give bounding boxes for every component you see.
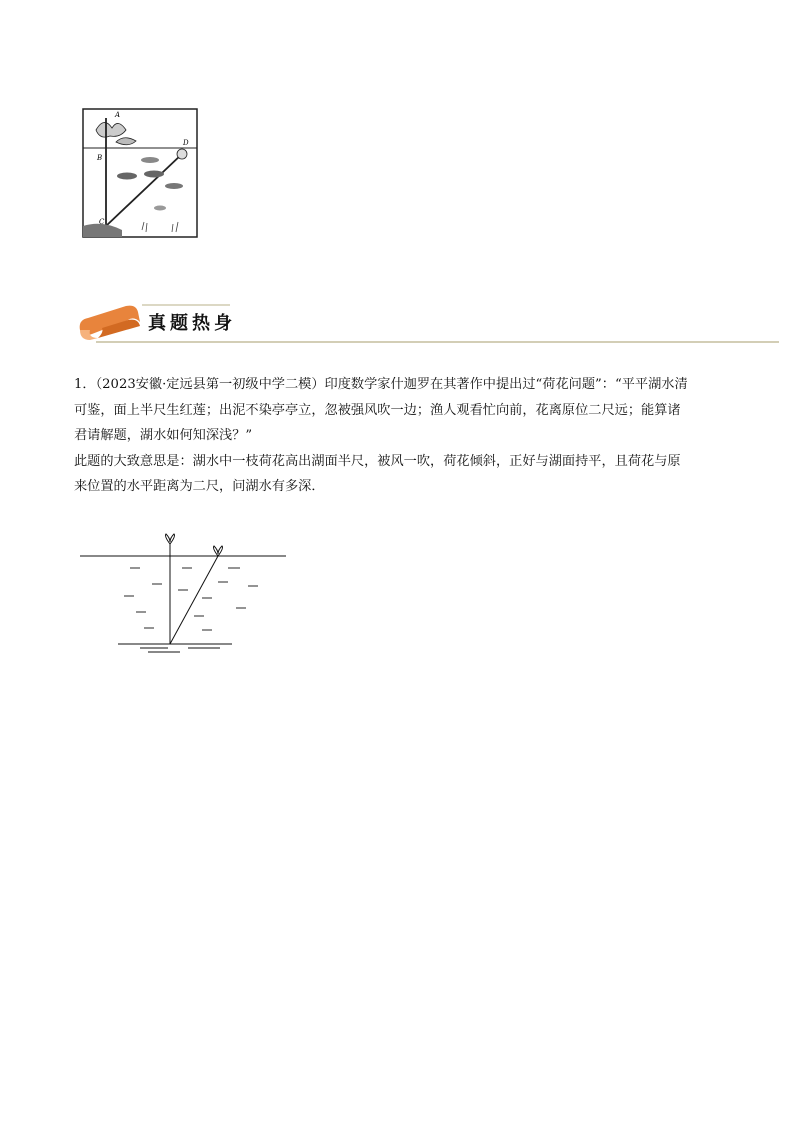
lotus-diagram-figure bbox=[78, 530, 290, 662]
point-b-label: B bbox=[97, 154, 103, 162]
section-title: 真题热身 bbox=[148, 313, 236, 334]
point-a-label: A bbox=[115, 111, 121, 119]
problem-1 bbox=[74, 372, 724, 500]
scroll-icon bbox=[80, 306, 140, 340]
lotus-flower-icon bbox=[166, 534, 223, 556]
problem-line-3: 君请解题，湖水如何知深浅？” bbox=[74, 428, 253, 443]
problem-line-2: 可鉴，面上半尺生红莲；出泥不染亭亭立，忽被强风吹一边；渔人观看忙向前，花离原位二尺远；能算诸 bbox=[74, 402, 681, 418]
problem-line-1-text: 印度数学家什迦罗在其著作中提出过“荷花问题”：“平平湖水清 bbox=[324, 377, 688, 392]
lotus-illustration-figure bbox=[82, 108, 198, 238]
problem-number: 1． bbox=[74, 377, 96, 392]
problem-source: （2023安徽·定远县第一初级中学二模） bbox=[95, 377, 325, 392]
point-d-label: D bbox=[183, 139, 189, 147]
problem-line-1 bbox=[74, 372, 724, 398]
point-c-label: C bbox=[99, 218, 105, 226]
problem-line-5: 来位置的水平距离为二尺，问湖水有多深． bbox=[74, 479, 325, 494]
problem-line-4: 此题的大致意思是：湖水中一枝荷花高出湖面半尺，被风一吹，荷花倾斜，正好与湖面持平，且荷花与原 bbox=[74, 453, 681, 469]
